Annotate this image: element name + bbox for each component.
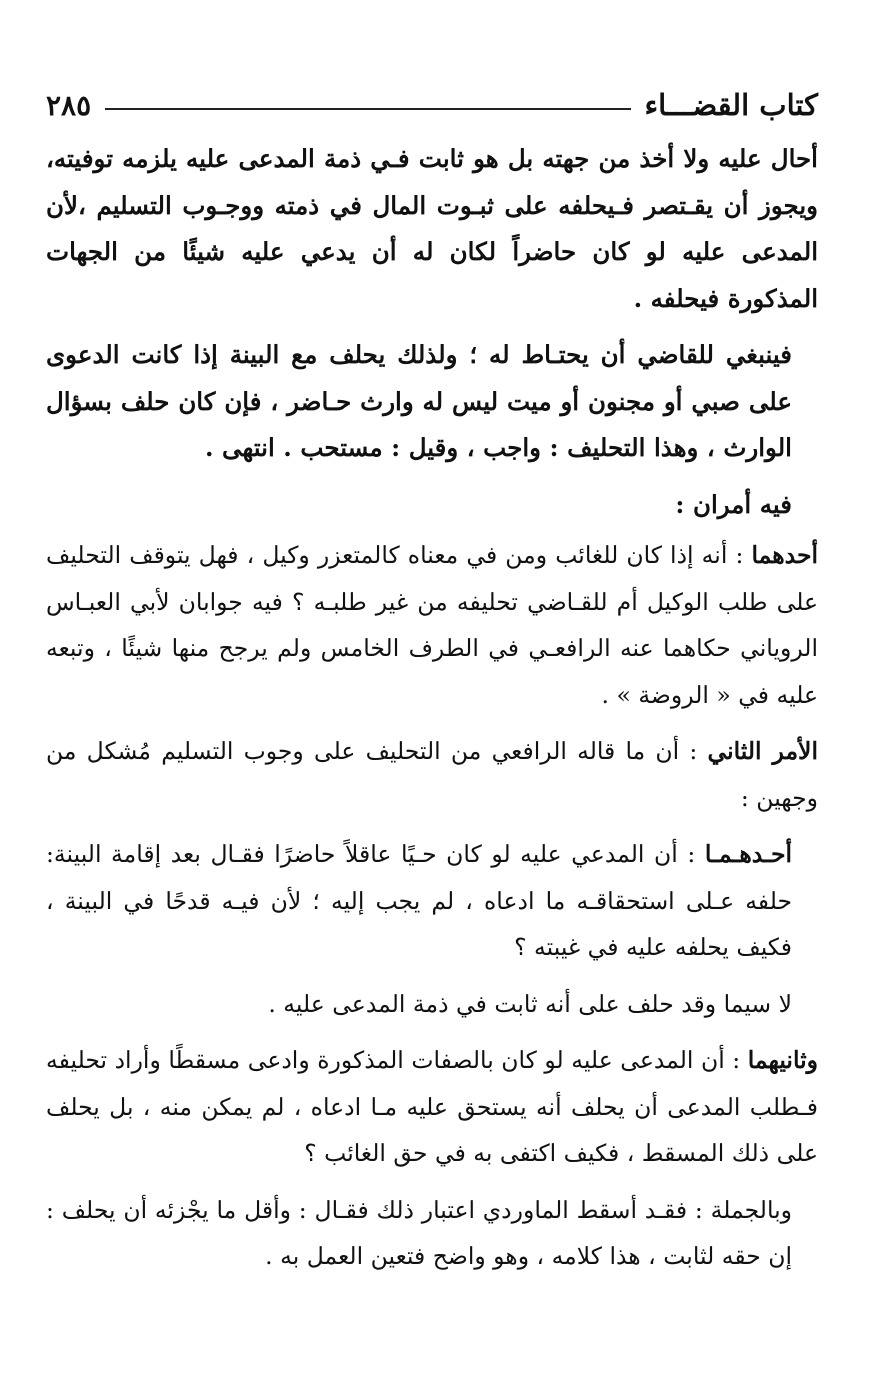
paragraph-5 [46,728,818,821]
paragraph-9: وبالجملة : فقـد أسقط الماوردي اعتبار ذلك فقـال : وأقل ما يجْزئه أن يحلف : إن حقه لثابت ، هذا كلامه ، وهو واضح فتعين العمل به . [46,1195,792,1270]
paragraph-5-text: : أن ما قاله الرافعي من التحليف على وجوب التسليم مُشكل من وجهين : [46,737,818,812]
paragraph-6-lead: أحـدهـمـا [704,840,792,868]
paragraph-6-text: : أن المدعي عليه لو كان حـيًا عاقلاً حاضرًا فقـال بعد إقامة البينة: حلفه عـلى استحقاقـه ما ادعاه ، لم يجب إليه ؛ لأن فيـه قدحًا في البينة ، فكيف يحلفه عليه في غيبته ؟ [46,840,792,961]
paragraph-3: فيه أمران : [675,489,792,519]
paragraph-8 [46,1037,818,1177]
paragraph-8-lead: وثانيهما [747,1046,818,1074]
book-chapter-title: كتاب القضـــاء [644,88,818,122]
paragraph-4 [46,532,818,718]
paragraph-5-lead: الأمر الثاني [707,737,818,765]
paragraph-4-text: : أنه إذا كان للغائب ومن في معناه كالمتعزر وكيل ، فهل يتوقف التحليف على طلب الوكيل أم للقـاضي تحليفه من غير طلبـه ؟ فيه جوابان لأبي العبـاس الروياني حكاهما عنه الرافعـي في الطرف الخامس ولم يرجح منها شيئًا ، وتبعه عليه في « الروضة » . [46,541,818,709]
paragraph-8-text: : أن المدعى عليه لو كان بالصفات المذكورة وادعى مسقطًا وأراد تحليفه فـطلب المدعى أن يحلف أنه يستحق عليه مـا ادعاه ، لم يمكن منه ، بل يحلف على ذلك المسقط ، فكيف اكتفى به في حق الغائب ؟ [46,1046,818,1167]
paragraph-4-lead: أحدهما [751,541,818,569]
running-header [46,80,818,130]
paragraph-7: لا سيما وقد حلف على أنه ثابت في ذمة المدعى عليه . [268,989,792,1018]
paragraph-2: فينبغي للقاضي أن يحتـاط له ؛ ولذلك يحلف مع البينة إذا كانت الدعوى على صبي أو مجنون أو ميت ليس له وارث حـاضر ، فإن كان حلف بسؤال الوارث ، وهذا التحليف : واجب ، وقيل : مستحب . انتهى . [46,340,792,462]
header-rule [105,108,630,110]
paragraph-1: أحال عليه ولا أخذ من جهته بل هو ثابت فـي ذمة المدعى عليه يلزمه توفيته، ويجوز أن يقـتصر فـيحلفه على ثبـوت المال في ذمته ووجـوب التسليم ،لأن المدعى عليه لو كان حاضراً لكان له أن يدعي عليه شيئًا من الجهات المذكورة فيحلفه . [46,144,818,313]
page-number: ٢٨٥ [46,88,92,122]
book-page [46,80,818,1280]
paragraph-6 [46,831,818,971]
